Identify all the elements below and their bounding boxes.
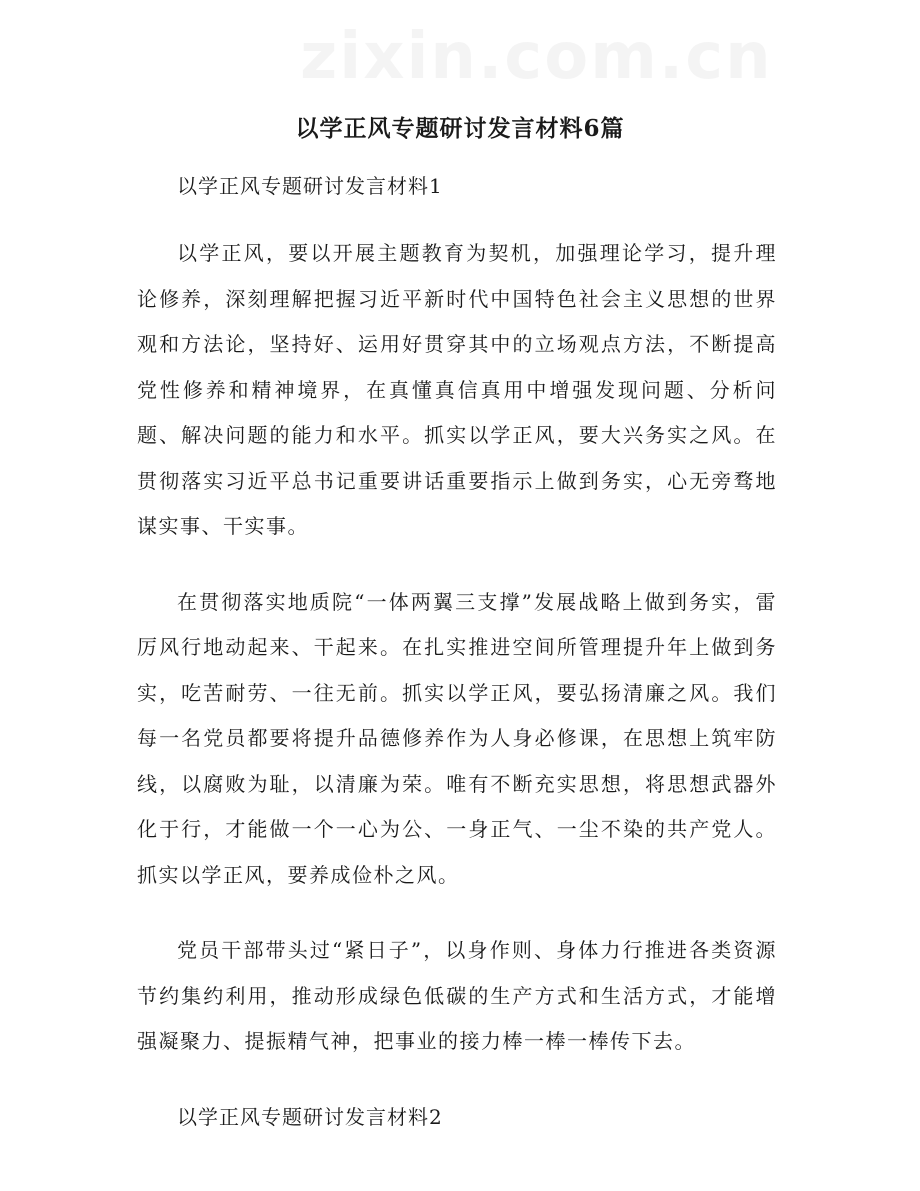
section-heading-1: 以学正风专题研讨发言材料1 — [177, 174, 443, 198]
paragraph-3: 党员干部带头过“紧日子”，以身作则、身体力行推进各类资源节约集约利用，推动形成绿色低碳的生产方式和生活方式，才能增强凝聚力、提振精气神，把事业的接力棒一棒一棒传下去。 — [137, 938, 777, 1053]
document-body — [137, 164, 777, 1162]
document-title: 以学正风专题研讨发言材料6篇 — [295, 115, 625, 142]
paragraph-1: 以学正风，要以开展主题教育为契机，加强理论学习，提升理论修养，深刻理解把握习近平新时代中国特色社会主义思想的世界观和方法论，坚持好、运用好贯穿其中的立场观点方法，不断提高党性修养和精神境界，在真懂真信真用中增强发现问题、分析问题、解决问题的能力和水平。抓实以学正风，要大兴务实之风。在贯彻落实习近平总书记重要讲话重要指示上做到务实，心无旁骛地谋实事、干实事。 — [137, 241, 777, 538]
section-heading-2: 以学正风专题研讨发言材料2 — [177, 1104, 443, 1129]
watermark-logo — [300, 20, 773, 94]
paragraph-2: 在贯彻落实地质院“一体两翼三支撑”发展战略上做到务实，雷厉风行地动起来、干起来。在扎实推进空间所管理提升年上做到务实，吃苦耐劳、一往无前。抓实以学正风，要弘扬清廉之风。我们每一名党员都要将提升品德修养作为人身必修课，在思想上筑牢防线，以腐败为耻，以清廉为荣。唯有不断充实思想，将思想武器外化于行，才能做一个一心为公、一身正气、一尘不染的共产党人。抓实以学正风，要养成俭朴之风。 — [137, 589, 777, 887]
